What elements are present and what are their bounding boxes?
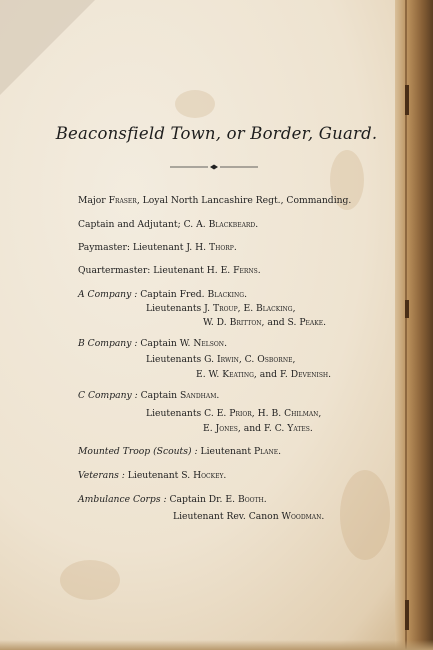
c-company-lieutenants-2: E. Jones, and F. C. Yates. [203,423,313,434]
major-line: Major Fraser, Loyal North Lancashire Regt., Commanding. [78,195,352,206]
captain-adjutant-line: Captain and Adjutant; C. A. Blackbeard. [78,219,259,230]
book-spine [395,0,433,650]
ambulance-corps-line: Ambulance Corps : Captain Dr. E. Booth. [78,494,267,505]
a-company-lieutenants-1: Lieutenants J. Troup, E. Blacking, [146,303,296,314]
a-company-line: A Company : Captain Fred. Blacking. [78,289,247,300]
spine-tear [405,300,409,318]
b-company-lieutenants-2: E. W. Keating, and F. Devenish. [196,369,332,380]
spine-tear [405,85,409,115]
a-company-lieutenants-2: W. D. Britton, and S. Peake. [203,317,327,328]
b-company-line: B Company : Captain W. Nelson. [78,338,227,349]
c-company-line: C Company : Captain Sandham. [78,390,220,401]
mounted-troop-line: Mounted Troop (Scouts) : Lieutenant Plane. [78,446,282,457]
title-ornament [170,163,258,171]
ambulance-corps-lieutenant: Lieutenant Rev. Canon Woodman. [173,511,325,522]
quartermaster-line: Quartermaster: Lieutenant H. E. Ferns. [78,265,261,276]
spine-tear [405,600,409,630]
b-company-lieutenants-1: Lieutenants G. Irwin, C. Osborne, [146,354,296,365]
veterans-line: Veterans : Lieutenant S. Hockey. [78,470,227,481]
paymaster-line: Paymaster: Lieutenant J. H. Thorp. [78,242,237,253]
page-title: Beaconsfield Town, or Border, Guard. [55,124,378,143]
c-company-lieutenants-1: Lieutenants C. E. Prior, H. B. Chilman, [146,408,322,419]
